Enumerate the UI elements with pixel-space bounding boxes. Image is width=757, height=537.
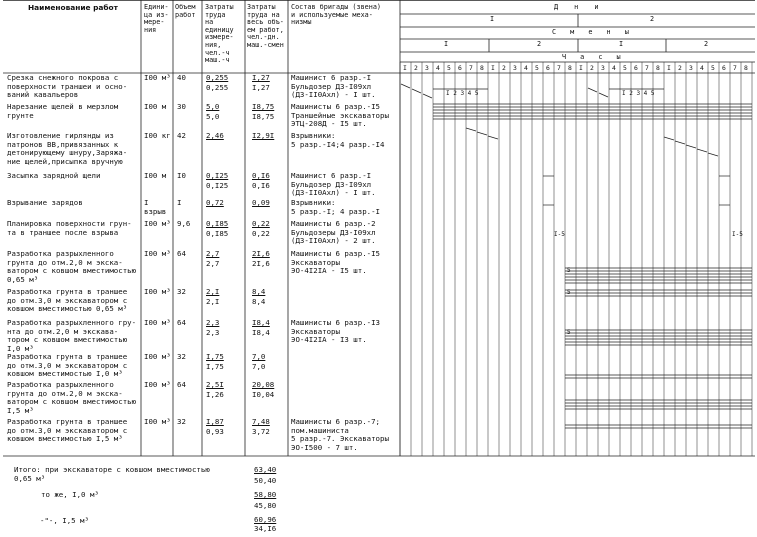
total-value-3-top: 60,96 [254,515,277,524]
row-10-labor-unit-bottom: I,26 [206,390,224,399]
row-0-labor-unit-top: 0,255 [206,73,229,82]
hour-label: 8 [656,64,660,72]
header-shift-4: 2 [704,40,709,48]
row-6-labor-total-top: 2I,6 [252,249,270,258]
row-7-name: Разработка грунта в траншее до отм.3,0 м экскаватором с ковшом вместимостью 0,65 м³ [7,287,128,314]
hour-label: 5 [447,64,451,72]
row-10-labor-total-top: 20,08 [252,380,275,389]
row-9-volume: 32 [177,352,186,361]
row-9-labor-total-bottom: 7,0 [252,362,266,371]
row-3-labor-total-bottom: 0,I6 [252,181,270,190]
row-6-unit: I00 м³ [144,249,171,258]
row-2-volume: 42 [177,131,186,140]
header-labor-unit: Затраты труда на единицу измере- ния, чел.-ч маш.-ч [205,3,234,65]
hour-label: 6 [546,64,550,72]
row-3-volume: I0 [177,171,186,180]
row-0-unit: I00 м³ [144,73,171,82]
row-0-labor-unit-bottom: 0,255 [206,83,229,92]
row-10-volume: 64 [177,380,186,389]
bar-label: I 2 3 4 5 [446,90,479,97]
total-value-1-bottom: 50,40 [254,476,277,485]
row-3-unit: I00 м [144,171,167,180]
hour-label: I [491,64,495,72]
header-unit: Едини- ца из- мере- ния [144,3,169,34]
hour-label: I [403,64,407,72]
total-label-2: то же, I,0 м³ [41,490,99,499]
row-8-crew: Машинисты 6 разр.-I3 Экскаваторы ЭО-4I2IА - I3 шт. [291,318,380,345]
hour-label: 6 [634,64,638,72]
row-6-labor-total-bottom: 2I,6 [252,259,270,268]
row-11-unit: I00 м³ [144,417,171,426]
total-label-3: -"-, I,5 м³ [40,516,89,525]
row-1-name: Нарезание щелей в мерзлом грунте [7,102,119,120]
hour-label: 4 [436,64,440,72]
row-8-labor-total-bottom: I8,4 [252,328,270,337]
row-11-labor-unit-top: I,87 [206,417,224,426]
header-days: Д н и [554,3,605,11]
row-11-crew: Машинисты 6 разр.-7; пом.машиниста 5 разр.-7. Экскаваторы ЭО-I500 - 7 шт. [291,417,389,452]
row-4-volume: I [177,198,182,207]
row-1-unit: I00 м [144,102,167,111]
row-9-labor-unit-top: I,75 [206,352,224,361]
hour-label: 7 [733,64,737,72]
row-4-crew: Взрывники: 5 разр.-I; 4 разр.-I [291,198,380,216]
hour-label: 7 [645,64,649,72]
hour-label: 2 [590,64,594,72]
hour-label: 4 [524,64,528,72]
header-day-2: 2 [650,15,655,23]
row-5-unit: I00 м³ [144,219,171,228]
hour-label: 2 [414,64,418,72]
header-labor-total: Затраты труда на весь объ- ем работ, чел.-дн. маш.-смен [247,3,284,49]
total-value-3-bottom: 34,I6 [254,524,277,533]
row-8-labor-unit-bottom: 2,3 [206,328,220,337]
row-11-labor-unit-bottom: 0,93 [206,427,224,436]
row-8-volume: 64 [177,318,186,327]
row-6-volume: 64 [177,249,186,258]
hour-label: 4 [700,64,704,72]
header-volume: Объем работ [175,3,196,19]
schedule-bar [599,93,608,97]
hour-label: 6 [722,64,726,72]
bar-label: I-5 [732,231,743,238]
hour-label: 7 [469,64,473,72]
total-label-1: Итого: при экскаваторе с ковшом вместимостью 0,65 м³ [14,465,210,483]
row-5-name: Планировка поверхности грун- та в траншее после взрыва [7,219,132,237]
hour-label: 2 [502,64,506,72]
hour-label: 5 [535,64,539,72]
hour-label: 8 [744,64,748,72]
hour-label: 6 [458,64,462,72]
row-4-labor-unit-top: 0,72 [206,198,224,207]
row-4-labor-total-top: 0,09 [252,198,270,207]
hour-label: 3 [601,64,605,72]
row-2-name: Изготовление гирлянды из патронов ВВ,привязанных к детонирующему шнуру,Заряжа- ние щелей,присыпка вручную [7,131,128,166]
schedule-bar [697,149,707,152]
row-2-unit: I00 кг [144,131,171,140]
schedule-bar [412,89,421,93]
row-7-labor-total-top: 8,4 [252,287,266,296]
row-6-labor-unit-top: 2,7 [206,249,220,258]
row-4-name: Взрывание зарядов [7,198,83,207]
row-10-labor-total-bottom: I0,04 [252,390,275,399]
schedule-bar [466,128,476,131]
row-0-labor-total-top: I,27 [252,73,270,82]
row-7-unit: I00 м³ [144,287,171,296]
hour-label: 5 [623,64,627,72]
row-3-labor-unit-top: 0,I25 [206,171,229,180]
total-value-1-top: 63,40 [254,465,277,474]
header-shift-2: 2 [537,40,542,48]
row-8-labor-total-top: I8,4 [252,318,270,327]
row-3-labor-unit-bottom: 0,I25 [206,181,229,190]
schedule-bar [664,137,674,140]
row-5-labor-total-bottom: 0,22 [252,229,270,238]
schedule-bar [423,94,432,98]
row-2-labor-unit-top: 2,46 [206,131,224,140]
row-7-labor-total-bottom: 8,4 [252,297,266,306]
row-8-unit: I00 м³ [144,318,171,327]
row-5-crew: Машинисты 6 разр.-2 Бульдозеры ДЗ-I09хл (ДЗ-II0Ахл) - 2 шт. [291,219,376,246]
row-1-labor-unit-top: 5,0 [206,102,220,111]
schedule-bar [708,153,718,156]
header-shift-3: I [619,40,624,48]
row-4-unit: I взрыв [144,198,167,216]
bar-label: I 2 3 4 5 [622,90,655,97]
row-0-volume: 40 [177,73,186,82]
row-8-labor-unit-top: 2,3 [206,318,220,327]
row-7-labor-unit-top: 2,I [206,287,220,296]
schedule-bar [675,141,685,144]
schedule-bar [588,88,597,92]
header-shifts: С м е н ы [552,28,634,36]
hour-label: 7 [557,64,561,72]
row-9-unit: I00 м³ [144,352,171,361]
schedule-bar [477,132,487,135]
row-1-labor-total-bottom: I8,75 [252,112,275,121]
row-1-labor-total-top: I8,75 [252,102,275,111]
row-8-name: Разработка разрыхленного гру- нта до отм.2,0 м экскава- тором с ковшом вместимостью I,0 м³ [7,318,137,353]
row-5-labor-total-top: 0,22 [252,219,270,228]
row-6-crew: Машинисты 6 разр.-I5 Экскаваторы ЭО-4I2IА - I5 шт. [291,249,380,276]
hour-label: I [667,64,671,72]
row-11-labor-total-bottom: 3,72 [252,427,270,436]
row-2-crew: Взрывники: 5 разр.-I4;4 разр.-I4 [291,131,385,149]
hour-label: 2 [678,64,682,72]
row-11-name: Разработка грунта в траншее до отм.3,0 м экскаватором с ковшом вместимостью I,5 м³ [7,417,128,444]
row-11-volume: 32 [177,417,186,426]
row-10-unit: I00 м³ [144,380,171,389]
row-0-labor-total-bottom: I,27 [252,83,270,92]
hour-label: 4 [612,64,616,72]
row-9-name: Разработка грунта в траншее до отм.3,0 м экскаватором с ковшом вместимостью I,0 м³ [7,352,128,379]
row-0-crew: Машинист 6 разр.-I Бульдозер ДЗ-I09хл (ДЗ-II0Ахл) - I шт. [291,73,376,100]
row-6-name: Разработка разрыхленного грунта до отм.2,0 м экска- ватором с ковшом вместимостью 0,65 м³ [7,249,137,284]
schedule-bar [401,84,410,88]
row-5-volume: 9,6 [177,219,191,228]
row-6-labor-unit-bottom: 2,7 [206,259,220,268]
row-1-crew: Машинисты 6 разр.-I5 Траншейные экскаваторы ЭТЦ-208Д - I5 шт. [291,102,389,129]
header-work: Наименование работ [28,3,118,12]
header-crew: Состав бригады (звена) и используемые меха- низмы [291,3,382,27]
row-3-crew: Машинист 6 разр.-I Бульдозер ДЗ-I09хл (ДЗ-II0Ахл) - I шт. [291,171,376,198]
row-7-volume: 32 [177,287,186,296]
header-shift-1: I [444,40,449,48]
row-5-labor-unit-top: 0,I85 [206,219,229,228]
bar-label: I-5 [554,231,565,238]
row-5-labor-unit-bottom: 0,I85 [206,229,229,238]
hour-label: 8 [480,64,484,72]
row-11-labor-total-top: 7,48 [252,417,270,426]
total-value-2-top: 58,80 [254,490,277,499]
schedule-bar [686,145,696,148]
hour-label: 5 [711,64,715,72]
header-day-1: I [490,15,495,23]
row-2-labor-total-top: I2,9I [252,131,275,140]
bar-label: 5 [567,267,571,274]
hour-label: 3 [513,64,517,72]
hour-label: 3 [425,64,429,72]
row-9-labor-total-top: 7,0 [252,352,266,361]
row-10-name: Разработка разрыхленного грунта до отм.2,0 м экска- ватором с ковшом вместимостью I,5 м³ [7,380,137,415]
bar-label: 5 [567,329,571,336]
hour-label: 3 [689,64,693,72]
row-3-labor-total-top: 0,I6 [252,171,270,180]
hour-label: 8 [568,64,572,72]
schedule-bar [488,136,498,139]
row-1-volume: 30 [177,102,186,111]
total-value-2-bottom: 45,80 [254,501,277,510]
row-7-labor-unit-bottom: 2,I [206,297,220,306]
row-1-labor-unit-bottom: 5,0 [206,112,220,121]
hour-label: I [579,64,583,72]
header-hours: Ч а с ы [562,53,626,61]
row-3-name: Засыпка зарядной щели [7,171,101,180]
row-9-labor-unit-bottom: I,75 [206,362,224,371]
row-10-labor-unit-top: 2,5I [206,380,224,389]
bar-label: 5 [567,289,571,296]
row-0-name: Срезка снежного покрова с поверхности траншеи и осно- ваний кавальеров [7,73,128,100]
